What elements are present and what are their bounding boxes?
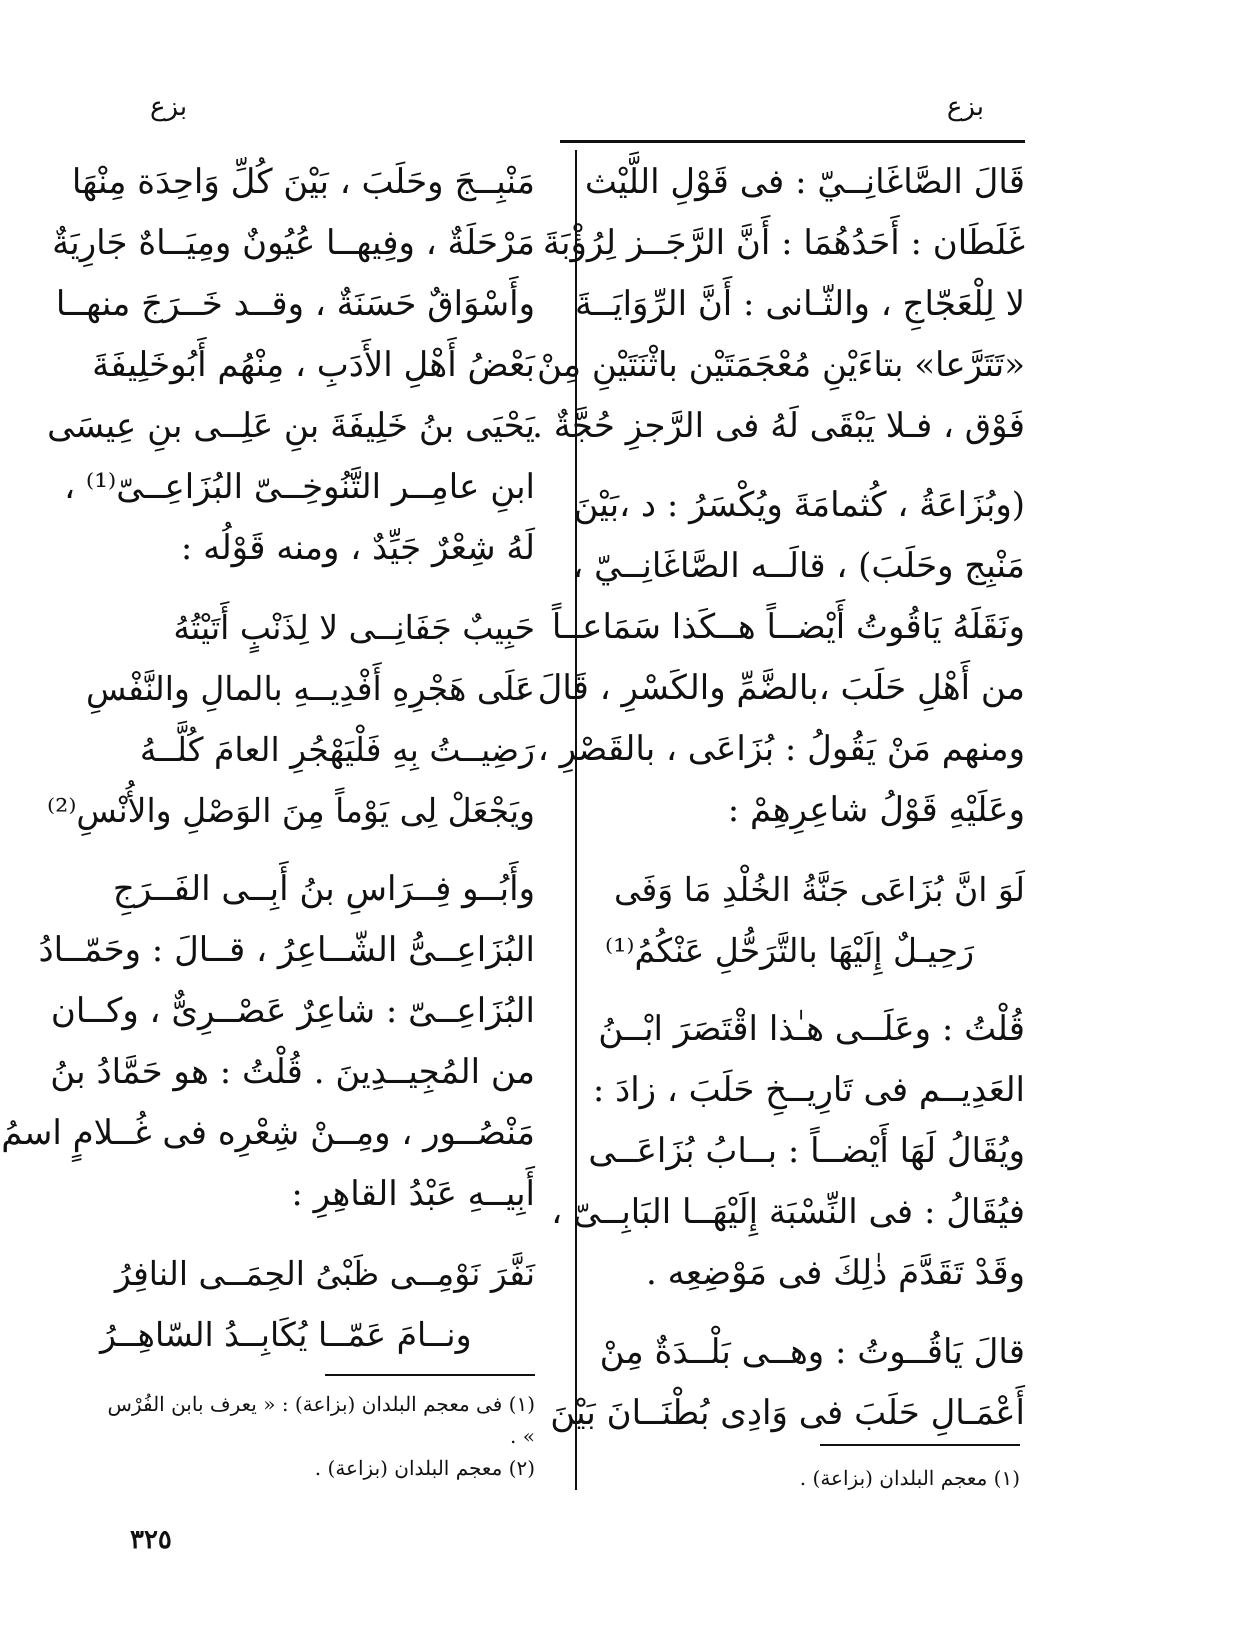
text-line: وأَسْوَاقٌ حَسَنَةٌ ، وقــد خَــرَجَ منهــا (55, 284, 535, 324)
text-line: العَدِيــم فى تَارِيــخِ حَلَبَ ، زادَ : (592, 1070, 1025, 1110)
text-line: مَنْبِج وحَلَبَ) ، قالَــه الصَّاغَانِــيّ ، (572, 546, 1025, 586)
text-line: ومنهم مَنْ يَقُولُ : بُزَاعَى ، بالقَصْرِ ، (537, 729, 1025, 769)
running-head-right: بزع (946, 92, 984, 122)
verse-hemistich: رَضِيــتُ بِهِ فَلْيَهْجُرِ العامَ كُلَّــهُ (139, 730, 535, 769)
footnote-rule-left (325, 1374, 535, 1376)
header-rule (560, 140, 1025, 143)
text-line: فَوْق ، فـلا يَبْقَى لَهُ فى الرَّجزِ حُجَّةٌ . (532, 406, 1025, 446)
text-line: أَعْمَـالِ حَلَبَ فى وَادِى بُطْنَــانَ بَيْنَ (550, 1393, 1025, 1433)
text-line: (وبُزَاعَةُ ، كُثمامَةَ ويُكْسَرُ : د ،بَيْنَ (573, 485, 1025, 525)
running-head-left: بزع (150, 92, 188, 122)
text-line: قالَ يَاقُــوتُ : وهــى بَلْــدَةٌ مِنْ (599, 1332, 1025, 1372)
text-line: بَعْضُ أَهْلِ الأَدَبِ ، مِنْهُم أَبُوخَلِيفَةَ (92, 345, 535, 385)
text-line: مَرْحَلَةٌ ، وفِيهــا عُيُونٌ ومِيَــاهٌ جَارِيَةٌ (52, 223, 535, 263)
text-line: لَهُ شِعْرٌ جَيِّدٌ ، ومنه قَوْلُه : (180, 528, 535, 568)
text-line: مَنْصُــور ، ومِــنْ شِعْرِه فى غُــلامٍ اسمُ (1, 1113, 535, 1153)
verse-hemistich: رَحِيـلٌ إِلَيْهَا بالتَّرَحُّلِ عَنْكُمُ⁽¹⁾ (605, 931, 975, 970)
footnote: (١) فى معجم البلدان (بزاعة) : « يعرف بابن الفُرْس » . (107, 1392, 535, 1448)
text-line: من المُجِيــدِينَ . قُلْتُ : هو حَمَّادُ بنُ (50, 1052, 535, 1092)
text-line: قُلْتُ : وعَلَــى هـٰذا اقْتَصَرَ ابْــنُ (598, 1009, 1025, 1049)
text-line: أَبِيــهِ عَبْدُ القاهِرِ : (291, 1174, 535, 1214)
text-line: من أَهْلِ حَلَبَ ،بالضَّمِّ والكَسْرِ ، قَالَ : (515, 668, 1025, 708)
text-line: ويُقَالُ لَهَا أَيْضــاً : بــابُ بُزَاعَــى (588, 1131, 1025, 1171)
footnote: (٢) معجم البلدان (بزاعة) . (314, 1456, 535, 1480)
footnote: (١) معجم البلدان (بزاعة) . (799, 1466, 1020, 1490)
footnotes-right (760, 1462, 1020, 1494)
verse-hemistich: ونــامَ عَمّــا يُكَابِــدُ السّاهِــرُ (100, 1315, 472, 1354)
left-column (1, 152, 535, 1365)
text-line: يَحْيَى بنُ خَلِيفَةَ بنِ عَلِــى بنِ عِيسَى (47, 406, 535, 446)
verse-hemistich: حَبِيبٌ جَفَانِــى لا لِذَنْبٍ أَتَيْتُهُ (173, 608, 535, 647)
footnote-rule-right (820, 1444, 1020, 1446)
text-line: «تَتَرَّعا» بتاءَيْنِ مُعْجَمَتَيْن باثْنَتَيْنِ مِنْ (536, 345, 1025, 385)
text-line: غَلَطَان : أَحَدُهُمَا : أَنَّ الرَّجَــز لِرُؤْبَةَ (542, 223, 1025, 263)
verse-hemistich: لَوَ انَّ بُزَاعَى جَنَّةُ الخُلْدِ مَا وَفَى (614, 870, 1025, 909)
text-line: مَنْبِــجَ وحَلَبَ ، بَيْنَ كُلِّ وَاحِدَة مِنْهَا (71, 162, 535, 202)
footnotes-left (100, 1388, 535, 1484)
page-number: ٣٢٥ (130, 1525, 172, 1555)
text-line: وعَلَيْهِ قَوْلُ شاعِرِهِمْ : (727, 790, 1025, 830)
text-line: فيُقَالُ : فى النِّسْبَة إِلَيْهَــا البَابِــىّ ، (551, 1192, 1025, 1232)
text-line: لا لِلْعَجّاجِ ، والثّـانى : أَنَّ الرِّوَايَــةَ (574, 284, 1025, 324)
right-column (515, 152, 1025, 1444)
text-line: وأَبُــو فِــرَاسِ بنُ أَبِــى الفَــرَجِ (112, 869, 535, 909)
text-line: البُزَاعِــىُّ الشّــاعِرُ ، قــالَ : وحَمّــادُ (38, 930, 535, 970)
text-line: ابنِ عامِــر التَّنُوخِــىّ البُزَاعِــىّ⁽¹⁾ ، (64, 467, 535, 507)
verse-hemistich: ويَجْعَلْ لِى يَوْماً مِنَ الوَصْلِ والأُنْسِ⁽²⁾ (46, 791, 535, 830)
text-line: وقَدْ تَقَدَّمَ ذٰلِكَ فى مَوْضِعِه . (646, 1253, 1025, 1293)
text-line: ونَقَلَهُ يَاقُوتُ أَيْضــاً هــكَذا سَمَاعــاً (551, 607, 1025, 647)
verse-hemistich: عَلَى هَجْرِهِ أَفْدِيــهِ بالمالِ والنَّفْسِ (85, 669, 535, 708)
text-line: قَالَ الصَّاغَانِــيّ : فى قَوْلِ اللَّيْث (584, 162, 1025, 202)
verse-hemistich: نَفَّرَ نَوْمِــى ظَبْىُ الحِمَــى النافِرُ (114, 1254, 535, 1293)
text-line: البُزَاعِــىّ : شاعِرٌ عَصْــرِىٌّ ، وكــان (50, 991, 535, 1031)
